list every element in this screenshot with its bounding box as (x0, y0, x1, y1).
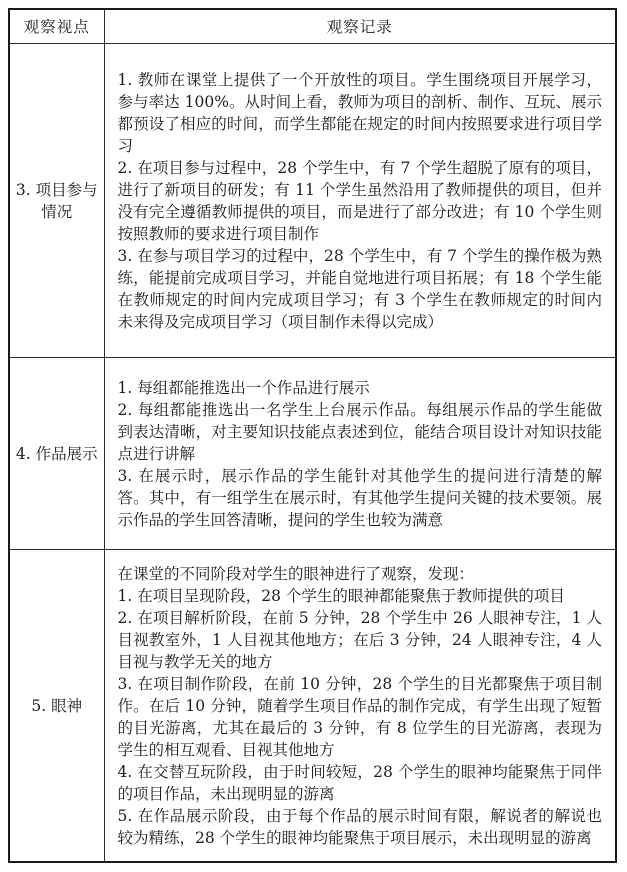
table-row-participation (9, 44, 616, 358)
viewpoint-label-line: 4. 作品展示 (15, 444, 98, 463)
record-cell-participation (104, 44, 616, 358)
viewpoint-cell-participation (9, 44, 104, 358)
document-page (8, 8, 617, 856)
header-record: 观察记录 (104, 9, 616, 44)
record-paragraph: 3. 在参与项目学习的过程中，28 个学生中，有 7 个学生的操作极为熟练，能提前完成项目学习，并能自觉地进行项目拓展；有 18 个学生能在教师规定的时间内完成项目学习；有 3 个学生在教师规定的时间内未来得及完成项目学习（项目制作未得以完成） (117, 246, 602, 331)
viewpoint-cell-work-show (9, 358, 104, 550)
viewpoint-cell-eyes (9, 550, 104, 863)
record-paragraph: 3. 在项目制作阶段，在前 10 分钟，28 个学生的目光都聚焦于项目制作。在后 10 分钟，随着学生项目作品的制作完成，有学生出现了短暂的目光游离，尤其在最后的 3 分钟，有 8 位学生的目光游离，表现为学生的相互观看、目视其他地方 (117, 674, 602, 759)
record-paragraph: 2. 每组都能推选出一名学生上台展示作品。每组展示作品的学生能做到表达清晰，对主要知识技能点表述到位，能结合项目设计对知识技能点进行讲解 (117, 400, 602, 463)
record-paragraph: 1. 在项目呈现阶段，28 个学生的眼神都能聚焦于教师提供的项目 (117, 586, 565, 605)
record-paragraph: 2. 在项目解析阶段，在前 5 分钟，28 个学生中 26 人眼神专注，1 人目视教室外，1 人目视其他地方；在后 3 分钟，24 人眼神专注，4 人目视与教学无关的地方 (117, 608, 602, 671)
record-cell-work-show (104, 358, 616, 550)
table-row-eyes (9, 550, 616, 863)
header-viewpoint: 观察视点 (9, 9, 104, 44)
record-paragraph: 1. 教师在课堂上提供了一个开放性的项目。学生围绕项目开展学习，参与率达 100%。从时间上看，教师为项目的剖析、制作、互玩、展示都预设了相应的时间，而学生都能在规定的时间内按照要求进行项目学习 (117, 70, 602, 155)
table-row-work-show (9, 358, 616, 550)
viewpoint-label-line: 5. 眼神 (31, 696, 83, 715)
record-paragraph: 2. 在项目参与过程中，28 个学生中，有 7 个学生超脱了原有的项目，进行了新项目的研发；有 11 个学生虽然沿用了教师提供的项目，但并没有完全遵循教师提供的项目，而是进行了部分改进；有 10 个学生则按照教师的要求进行项目制作 (117, 158, 602, 243)
record-paragraph: 4. 在交替互玩阶段，由于时间较短，28 个学生的眼神均能聚焦于同伴的项目作品，未出现明显的游离 (117, 762, 602, 803)
viewpoint-label-line: 3. 项目参与 (15, 180, 98, 199)
record-paragraph: 1. 每组都能推选出一个作品进行展示 (117, 378, 370, 397)
viewpoint-label-line: 情况 (41, 202, 73, 221)
record-cell-eyes (104, 550, 616, 863)
record-paragraph: 在课堂的不同阶段对学生的眼神进行了观察，发现： (117, 564, 475, 583)
table-header-row (9, 9, 616, 44)
record-paragraph: 3. 在展示时，展示作品的学生能针对其他学生的提问进行清楚的解答。其中，有一组学生在展示时，有其他学生提问关键的技术要领。展示作品的学生回答清晰，提问的学生也较为满意 (117, 466, 602, 529)
observation-table (8, 8, 617, 863)
record-paragraph: 5. 在作品展示阶段，由于每个作品的展示时间有限，解说者的解说也较为精练，28 个学生的眼神均能聚焦于项目展示，未出现明显的游离 (117, 806, 602, 847)
